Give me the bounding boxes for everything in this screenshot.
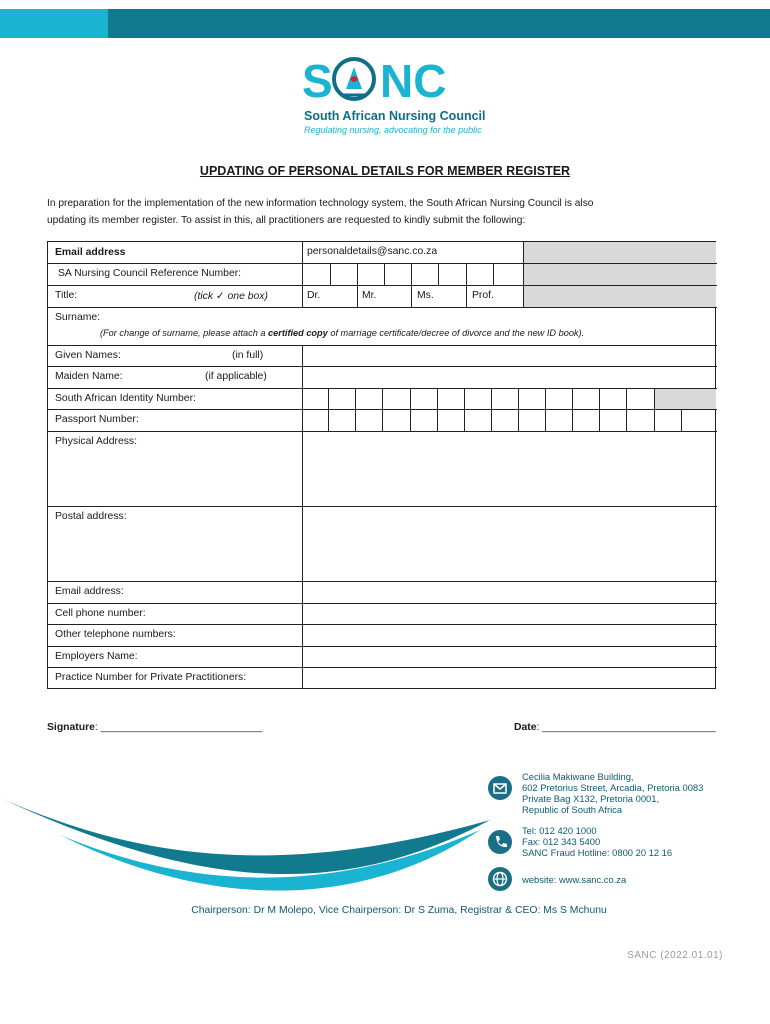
signature-label: Signature: [47, 722, 95, 733]
maiden-name-hint: (if applicable): [205, 371, 267, 382]
row-divider: [48, 506, 717, 507]
title-label: Title:: [55, 290, 78, 301]
box-divider: [382, 409, 383, 431]
globe-icon: [488, 867, 512, 891]
box-divider: [545, 388, 546, 409]
address-line: Cecilia Makiwane Building,: [522, 771, 634, 782]
box-divider: [437, 388, 438, 409]
box-divider: [328, 409, 329, 431]
surname-note-emphasis: certified copy: [268, 328, 328, 338]
header-bar-dark: [108, 9, 770, 38]
title-hint: (tick ✓ one box): [194, 291, 268, 302]
maiden-name-label: Maiden Name:: [55, 371, 123, 382]
box-divider: [626, 388, 627, 409]
box-divider: [355, 409, 356, 431]
box-divider: [355, 388, 356, 409]
employer-label: Employers Name:: [55, 651, 138, 662]
box-divider: [330, 263, 331, 285]
box-divider: [518, 388, 519, 409]
box-divider: [411, 263, 412, 285]
box-divider: [518, 409, 519, 431]
intro-text: [47, 195, 727, 229]
date-label: Date: [514, 722, 537, 733]
signature-field[interactable]: [47, 722, 263, 733]
email-label: Email address: [55, 247, 126, 258]
passport-label: Passport Number:: [55, 414, 139, 425]
box-divider: [491, 409, 492, 431]
col-divider: [523, 242, 524, 263]
svg-text:NC: NC: [380, 55, 447, 103]
svg-text:S: S: [302, 55, 333, 103]
email-value[interactable]: personaldetails@sanc.co.za: [307, 246, 438, 257]
sanc-logo: [300, 55, 485, 140]
col-divider: [302, 242, 303, 307]
box-divider: [384, 263, 385, 285]
date-line: : ______________________________: [536, 722, 716, 733]
address-line: 602 Pretorius Street, Arcadia, Pretoria 0083: [522, 782, 704, 793]
box-divider: [466, 263, 467, 285]
id-number-label: South African Identity Number:: [55, 393, 196, 404]
box-divider: [599, 409, 600, 431]
box-divider: [493, 263, 494, 285]
logo-name: South African Nursing Council: [304, 109, 486, 123]
box-divider: [328, 388, 329, 409]
box-divider: [382, 388, 383, 409]
shaded-cell: [654, 388, 716, 409]
phone-line: SANC Fraud Hotline: 0800 20 12 16: [522, 847, 673, 858]
phone-line: Tel: 012 420 1000: [522, 825, 597, 836]
row-divider: [48, 646, 717, 647]
header-bar: [0, 9, 770, 38]
surname-note-text: (For change of surname, please attach a: [100, 328, 269, 338]
date-field[interactable]: [514, 722, 716, 733]
row-divider: [48, 307, 717, 308]
row-divider: [48, 263, 717, 264]
logo-tagline: Regulating nursing, advocating for the public: [304, 125, 482, 135]
given-names-label: Given Names:: [55, 350, 121, 361]
title-option-ms[interactable]: Ms.: [417, 290, 434, 301]
title-option-prof[interactable]: Prof.: [472, 290, 494, 301]
surname-note: [100, 328, 584, 338]
given-names-hint: (in full): [232, 350, 264, 361]
stethoscope-heart-icon: [300, 55, 485, 103]
form-version: SANC (2022.01.01): [627, 950, 723, 961]
row-divider: [48, 667, 717, 668]
address-block: [522, 771, 703, 815]
box-divider: [491, 388, 492, 409]
email-address-label: Email address:: [55, 586, 124, 597]
surname-label: Surname:: [55, 312, 101, 323]
col-divider: [302, 345, 303, 689]
envelope-icon: [488, 776, 512, 800]
box-divider: [681, 409, 682, 431]
page-title: UPDATING OF PERSONAL DETAILS FOR MEMBER REGISTER: [199, 164, 571, 178]
website-link[interactable]: website: www.sanc.co.za: [522, 874, 627, 885]
phone-line: Fax: 012 343 5400: [522, 836, 601, 847]
row-divider: [48, 603, 717, 604]
row-divider: [48, 285, 717, 286]
shaded-cell: [523, 242, 716, 307]
row-divider: [48, 431, 717, 432]
signature-line: : ____________________________: [94, 722, 263, 733]
cell-phone-label: Cell phone number:: [55, 608, 146, 619]
box-divider: [654, 388, 655, 409]
row-divider: [48, 624, 717, 625]
practice-number-label: Practice Number for Private Practitioners:: [55, 672, 247, 683]
box-divider: [438, 263, 439, 285]
other-telephone-label: Other telephone numbers:: [55, 629, 176, 640]
box-divider: [523, 263, 524, 307]
intro-line: In preparation for the implementation of the new information technology system, the South African Nursing Council is also: [47, 198, 594, 209]
address-line: Private Bag X132, Pretoria 0001,: [522, 793, 660, 804]
phone-block: [522, 825, 672, 858]
box-divider: [357, 263, 358, 285]
box-divider: [599, 388, 600, 409]
box-divider: [654, 409, 655, 431]
box-divider: [411, 285, 412, 307]
box-divider: [410, 409, 411, 431]
box-divider: [357, 285, 358, 307]
council-officials: Chairperson: Dr M Molepo, Vice Chairperson: Dr S Zuma, Registrar & CEO: Ms S Mchunu: [191, 905, 607, 916]
box-divider: [545, 409, 546, 431]
member-details-form: [47, 241, 716, 689]
title-option-dr[interactable]: Dr.: [307, 290, 321, 301]
box-divider: [572, 388, 573, 409]
address-line: Republic of South Africa: [522, 804, 623, 815]
surname-note-text: of marriage certificate/decree of divorce and the new ID book).: [327, 328, 585, 338]
phone-icon: [488, 830, 512, 854]
title-option-mr[interactable]: Mr.: [362, 290, 377, 301]
row-divider: [48, 581, 717, 582]
box-divider: [464, 409, 465, 431]
box-divider: [464, 388, 465, 409]
box-divider: [437, 409, 438, 431]
header-bar-light: [0, 9, 108, 38]
box-divider: [572, 409, 573, 431]
intro-line: updating its member register. To assist in this, all practitioners are requested to kindly submit the following:: [47, 215, 526, 226]
reference-number-label: SA Nursing Council Reference Number:: [58, 268, 242, 279]
box-divider: [410, 388, 411, 409]
box-divider: [626, 409, 627, 431]
postal-address-label: Postal address:: [55, 511, 127, 522]
physical-address-label: Physical Address:: [55, 436, 138, 447]
row-divider: [48, 366, 717, 367]
decorative-swoosh: [0, 790, 490, 900]
row-divider: [48, 345, 717, 346]
box-divider: [466, 285, 467, 307]
